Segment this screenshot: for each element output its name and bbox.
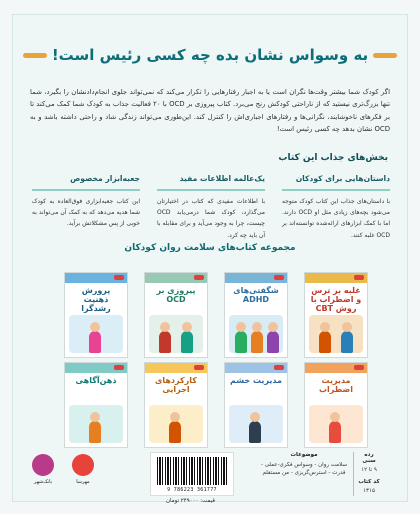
book-title: پیروزی بر OCD [156, 286, 196, 304]
book-cover [144, 362, 208, 448]
child-figure [169, 421, 181, 443]
barcode-bars [157, 457, 227, 485]
book-series-shelf [62, 258, 368, 448]
features-title: بخش‌های جذاب این کتاب [278, 153, 388, 163]
intro-paragraph: اگر کودک شما بیشتر وقت‌ها نگران است یا به اجبار رفتارهایی را تکرار می‌کند که نمی‌تواند جلوی انجام‌دادنشان را بگیرد، شما تنها بزرگ‌تری نیستید که از ناراحتی کودکش رنج می‌برد. کتاب پیروزی بر OCD با ۲۰ فعالیت جذاب به کودک شما کمک می‌کند تا بر فکرهای ناخوشایند، نگرانی‌ها و رفتارهای اجباری‌اش را کنترل کند. این‌طوری می‌تواند زندگی شاد و راحتی داشته باشد و به OCD نشان بدهد چه کسی رئیس است! [30, 88, 390, 134]
imprint-logo [26, 454, 60, 494]
topics-column [258, 452, 350, 477]
child-figure [249, 421, 261, 443]
publisher-badge [114, 275, 124, 280]
series-title: مجموعه کتاب‌های سلامت روان کودکان [124, 243, 296, 253]
publisher-badge [194, 275, 204, 280]
book-title: مدیریت اضطراب [318, 376, 354, 394]
imprint-logo-mark [32, 454, 54, 476]
feature-body: با داستان‌های جذاب این کتاب کودک متوجه می‌شود بچه‌های زیادی مثل او OCD دارند. اما با کمک ابزارهای ارائه‌شده توانسته‌اند بر OCD غلبه کنند. [282, 197, 390, 239]
publisher-badge [354, 365, 364, 370]
code-label: کد کتاب [358, 479, 380, 485]
book-title: پرورش ذهنیت رشدگرا [81, 286, 111, 313]
age-column [358, 452, 380, 494]
book-cover [224, 362, 288, 448]
age-label: رده سنی [362, 452, 376, 464]
book-cover [224, 272, 288, 358]
headline-accent-left [23, 53, 47, 58]
feature-name: یک‌عالمه اطلاعات مفید [179, 174, 265, 183]
child-figure [89, 331, 101, 353]
book-illustration [229, 405, 283, 443]
child-figure [235, 331, 247, 353]
book-illustration [309, 315, 363, 353]
child-figure [341, 331, 353, 353]
headline-accent-right [373, 53, 397, 58]
feature-body: با اطلاعات مفیدی که کتاب در اختیارتان می‌گذارد، کودک شما درمی‌یابد OCD چیست، چرا به وجود می‌آید و برای مقابله با آن باید چه کرد. [157, 197, 265, 239]
feature-divider [282, 189, 390, 191]
publisher-logo-name: مهرسا [76, 479, 90, 485]
publisher-badge [354, 275, 364, 280]
book-cover [64, 272, 128, 358]
feature-name: داستان‌هایی برای کودکان [295, 174, 390, 183]
headline-text: به وسواس نشان بده چه کسی رئیس است! [51, 46, 369, 64]
publisher-badge [194, 365, 204, 370]
book-illustration [149, 405, 203, 443]
publisher-badge [274, 275, 284, 280]
book-cover [304, 272, 368, 358]
book-info-table [256, 452, 380, 496]
child-figure [267, 331, 279, 353]
feature-information [157, 174, 265, 241]
book-cover [64, 362, 128, 448]
child-figure [181, 331, 193, 353]
publisher-badge [274, 365, 284, 370]
book-title: مدیریت خشم [230, 376, 282, 385]
isbn-number: 9 786223 361777 [167, 487, 217, 493]
book-illustration [69, 405, 123, 443]
barcode [150, 452, 234, 496]
child-figure [329, 421, 341, 443]
child-figure [251, 331, 263, 353]
book-title: غلبه بر ترس و اضطراب با روش CBT [310, 286, 362, 313]
feature-divider [32, 189, 140, 191]
book-title: ذهن‌آگاهی [75, 376, 117, 385]
feature-stories [282, 174, 390, 241]
publisher-badge [114, 365, 124, 370]
book-title: کارکردهای اجرایی [155, 376, 197, 394]
book-cover [304, 362, 368, 448]
topics-value: سلامت روان - وسواس فکری-عملی - قدرت - استرس‌گریزی - من مستقلم [260, 462, 348, 476]
book-illustration [309, 405, 363, 443]
bottom-info-bar [16, 452, 404, 504]
publisher-logo-mark [72, 454, 94, 476]
feature-toolbox [32, 174, 140, 230]
headline [16, 46, 404, 64]
age-value: ۹ تا ۱۲ [361, 467, 377, 473]
book-illustration [149, 315, 203, 353]
book-title: شگفتی‌های ADHD [233, 286, 279, 304]
price: قیمت: ۲۴۹۰۰۰ تومان [166, 498, 215, 504]
book-illustration [69, 315, 123, 353]
child-figure [159, 331, 171, 353]
table-divider [353, 452, 354, 496]
child-figure [89, 421, 101, 443]
topics-label: موضوعات [290, 452, 318, 458]
book-illustration [229, 315, 283, 353]
publisher-logo [66, 454, 100, 494]
feature-divider [157, 189, 265, 191]
child-figure [319, 331, 331, 353]
feature-body: این کتاب جعبه‌ابزاری فوق‌العاده به کودک شما هدیه می‌دهد که به کمک آن می‌تواند به خوبی از پس مشکلاتش برآید. [32, 197, 140, 228]
imprint-logo-name: بانک‌شهر [33, 479, 53, 485]
feature-name: جعبه‌ابزار مخصوص [70, 174, 140, 183]
code-value: ۱۳۱۵ [363, 488, 375, 494]
book-cover [144, 272, 208, 358]
